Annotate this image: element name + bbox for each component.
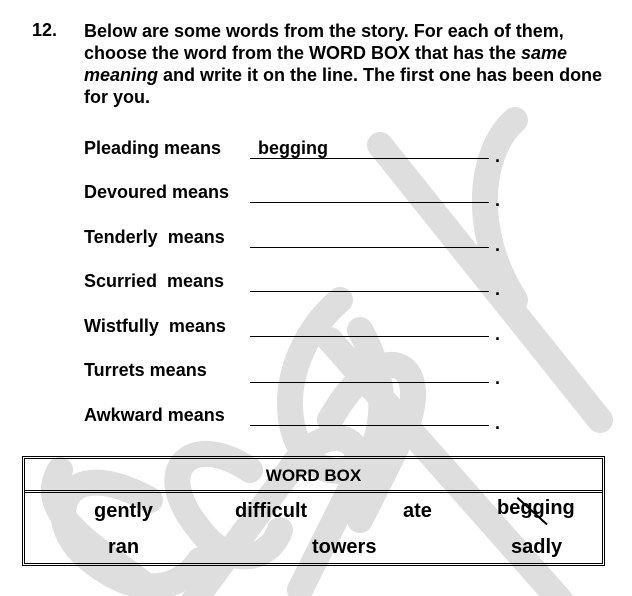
word-box-word: sadly — [511, 536, 563, 558]
prompt-text: Below are some words from the story. For each of them, choose the word from the WORD BOX that has the — [84, 21, 564, 63]
item-label: Scurried means — [84, 271, 225, 291]
word-box-word: ran — [108, 536, 140, 558]
item-label: Turrets means — [84, 360, 207, 380]
answer-line[interactable] — [250, 247, 489, 248]
line-end-period: . — [495, 190, 501, 210]
line-end-period: . — [495, 235, 501, 255]
item-label: Tenderly means — [84, 227, 225, 247]
word-box-word-crossed: begging — [497, 497, 575, 519]
question-number: 12. — [32, 20, 58, 40]
item-row — [84, 138, 514, 164]
answer-line[interactable] — [250, 336, 489, 337]
line-end-period: . — [495, 146, 501, 166]
line-end-period: . — [495, 368, 501, 388]
item-label: Wistfully means — [84, 316, 226, 336]
answer-text: begging — [258, 138, 328, 158]
word-box-title: WORD BOX — [25, 459, 602, 493]
item-row — [84, 316, 514, 342]
prompt-text: and write it on the line. The first one has been done for you. — [84, 65, 603, 107]
item-row — [84, 227, 514, 253]
item-label: Devoured means — [84, 182, 230, 202]
item-row — [84, 271, 514, 297]
word-box-word: gently — [94, 500, 153, 522]
line-end-period: . — [495, 279, 501, 299]
answer-line[interactable] — [250, 382, 489, 383]
item-row — [84, 182, 514, 208]
answer-line[interactable] — [250, 425, 489, 426]
line-end-period: . — [495, 324, 501, 344]
question-prompt — [84, 20, 614, 108]
word-box-word: towers — [312, 536, 377, 558]
item-row — [84, 360, 514, 386]
answer-line[interactable] — [250, 291, 489, 292]
line-end-period: . — [495, 413, 501, 433]
answer-line[interactable] — [250, 202, 489, 203]
word-box-word: difficult — [235, 500, 308, 522]
word-box-word: ate — [403, 500, 432, 522]
item-row — [84, 405, 514, 431]
prompt-emphasis: same meaning — [84, 43, 568, 85]
item-label: Awkward means — [84, 405, 225, 425]
item-label: Pleading means — [84, 138, 222, 158]
